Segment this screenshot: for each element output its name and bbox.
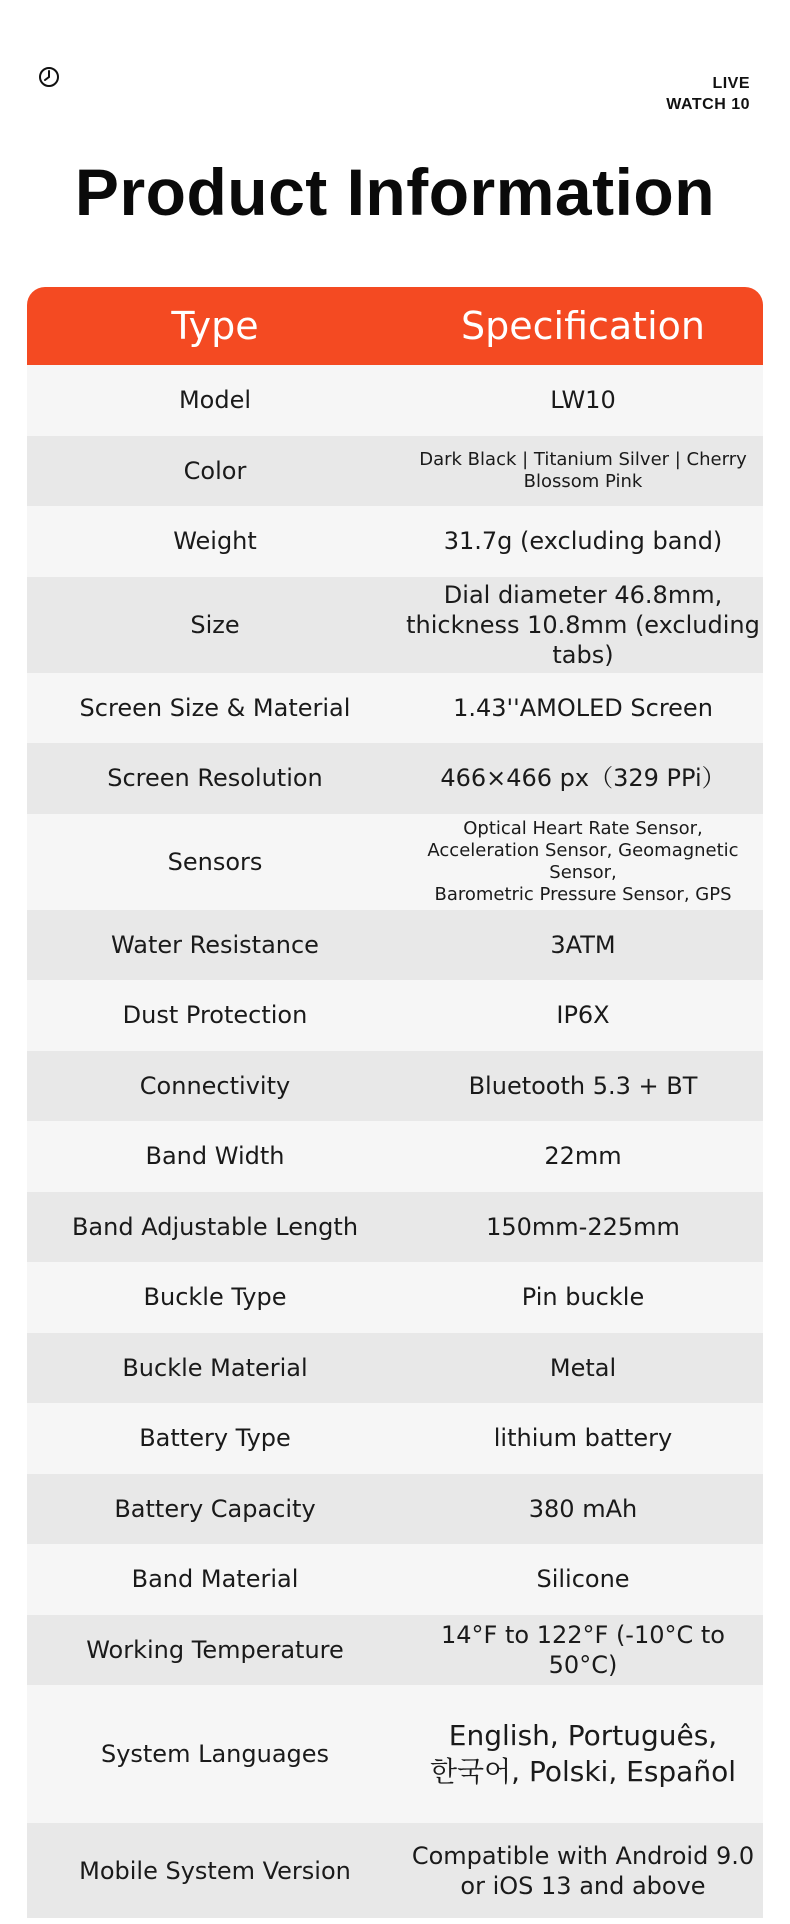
row-type: Mobile System Version bbox=[79, 1856, 351, 1885]
row-type: Water Resistance bbox=[111, 930, 319, 959]
table-row bbox=[27, 1544, 763, 1615]
header-specification: Specification bbox=[461, 304, 705, 348]
row-type: Connectivity bbox=[139, 1071, 291, 1100]
table-row bbox=[27, 1474, 763, 1545]
row-spec: 31.7g (excluding band) bbox=[443, 527, 723, 556]
table-row bbox=[27, 1403, 763, 1474]
table-row bbox=[27, 1051, 763, 1122]
table-row bbox=[27, 1121, 763, 1192]
table-header bbox=[27, 287, 763, 365]
row-spec: IP6X bbox=[556, 1001, 610, 1030]
table-body bbox=[27, 365, 763, 1918]
row-type: Size bbox=[190, 610, 240, 639]
table-row bbox=[27, 980, 763, 1051]
row-spec: Optical Heart Rate Sensor, Acceleration Sensor, Geomagnetic Sensor, Barometric Pressure Sensor, GPS bbox=[427, 817, 739, 905]
row-spec: Metal bbox=[549, 1353, 617, 1382]
row-type: Color bbox=[183, 456, 247, 485]
row-spec: Dark Black | Titanium Silver | Cherry Blossom Pink bbox=[419, 448, 747, 492]
table-row bbox=[27, 1685, 763, 1823]
header-type: Type bbox=[171, 304, 259, 348]
table-row bbox=[27, 814, 763, 910]
row-type: Screen Size & Material bbox=[79, 693, 351, 722]
row-type: Battery Capacity bbox=[114, 1494, 316, 1523]
row-spec: 466×466 px（329 PPi） bbox=[440, 764, 726, 793]
table-row bbox=[27, 1192, 763, 1263]
row-type: Buckle Material bbox=[122, 1353, 308, 1382]
row-spec: English, Português, 한국어, Polski, Español bbox=[430, 1719, 736, 1788]
row-type: Buckle Type bbox=[143, 1283, 287, 1312]
row-spec: Bluetooth 5.3 + BT bbox=[468, 1071, 698, 1100]
table-row bbox=[27, 1823, 763, 1918]
table-row bbox=[27, 506, 763, 577]
table-row bbox=[27, 577, 763, 673]
row-spec: 150mm-225mm bbox=[486, 1212, 680, 1241]
row-spec: lithium battery bbox=[493, 1424, 673, 1453]
row-type: Screen Resolution bbox=[107, 764, 323, 793]
brand-line-2: WATCH 10 bbox=[666, 96, 750, 113]
row-type: Working Temperature bbox=[86, 1635, 344, 1664]
row-type: Dust Protection bbox=[122, 1001, 308, 1030]
row-type: System Languages bbox=[100, 1740, 330, 1768]
row-type: Band Adjustable Length bbox=[71, 1212, 359, 1241]
page-title: Product Information bbox=[74, 155, 716, 229]
spec-table bbox=[27, 287, 763, 1918]
table-row bbox=[27, 1262, 763, 1333]
row-spec: 22mm bbox=[544, 1142, 622, 1171]
row-spec: 1.43''AMOLED Screen bbox=[453, 693, 713, 722]
row-type: Band Material bbox=[131, 1565, 299, 1594]
table-row bbox=[27, 436, 763, 507]
row-spec: Pin buckle bbox=[521, 1283, 645, 1312]
table-row bbox=[27, 910, 763, 981]
row-spec: Dial diameter 46.8mm, thickness 10.8mm (excluding tabs) bbox=[406, 580, 760, 669]
row-spec: LW10 bbox=[550, 386, 616, 415]
brand-name bbox=[666, 73, 750, 115]
row-spec: Silicone bbox=[536, 1565, 630, 1594]
brand-line-1: LIVE bbox=[712, 75, 750, 92]
table-row bbox=[27, 1615, 763, 1686]
row-type: Battery Type bbox=[139, 1424, 291, 1453]
row-type: Weight bbox=[173, 527, 257, 556]
row-spec: 380 mAh bbox=[528, 1494, 638, 1523]
row-spec: 3ATM bbox=[550, 930, 616, 959]
row-type: Sensors bbox=[167, 847, 263, 876]
row-spec: Compatible with Android 9.0 or iOS 13 and above bbox=[411, 1841, 755, 1900]
row-spec: 14°F to 122°F (-10°C to 50°C) bbox=[441, 1620, 725, 1679]
table-row bbox=[27, 743, 763, 814]
row-type: Model bbox=[178, 386, 252, 415]
row-type: Band Width bbox=[145, 1142, 285, 1171]
table-row bbox=[27, 673, 763, 744]
clock-icon bbox=[38, 66, 60, 88]
table-row bbox=[27, 365, 763, 436]
table-row bbox=[27, 1333, 763, 1404]
